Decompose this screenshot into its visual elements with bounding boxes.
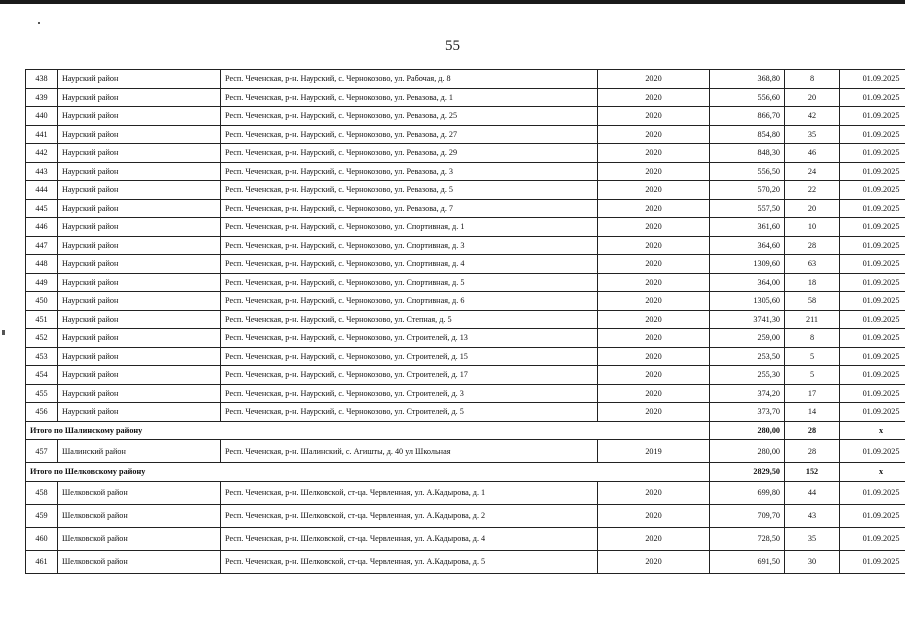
district-cell: Наурский район [58, 70, 221, 89]
people-cell: 35 [785, 527, 840, 550]
table-row [26, 366, 905, 385]
summary-people: 152 [785, 463, 840, 482]
year-cell: 2020 [598, 273, 710, 292]
people-cell: 20 [785, 199, 840, 218]
people-cell: 44 [785, 481, 840, 504]
year-cell: 2020 [598, 403, 710, 422]
date-cell: 01.09.2025 [840, 347, 905, 366]
people-cell: 28 [785, 236, 840, 255]
area-cell: 728,50 [710, 527, 785, 550]
table-row [26, 199, 905, 218]
area-cell: 364,00 [710, 273, 785, 292]
people-cell: 14 [785, 403, 840, 422]
area-cell: 556,60 [710, 88, 785, 107]
address-cell: Респ. Чеченская, р-н. Шелковской, ст-ца. Червленная, ул. А.Кадырова, д. 2 [221, 504, 598, 527]
row-number: 447 [26, 236, 58, 255]
district-cell: Шелковской район [58, 504, 221, 527]
row-number: 450 [26, 292, 58, 311]
address-cell: Респ. Чеченская, р-н. Наурский, с. Чернокозово, ул. Строителей, д. 3 [221, 384, 598, 403]
address-cell: Респ. Чеченская, р-н. Шелковской, ст-ца. Червленная, ул. А.Кадырова, д. 1 [221, 481, 598, 504]
year-cell: 2020 [598, 329, 710, 348]
row-number: 442 [26, 144, 58, 163]
year-cell: 2020 [598, 292, 710, 311]
row-number: 454 [26, 366, 58, 385]
area-cell: 368,80 [710, 70, 785, 89]
district-cell: Шелковской район [58, 527, 221, 550]
address-cell: Респ. Чеченская, р-н. Наурский, с. Чернокозово, ул. Рабочая, д. 8 [221, 70, 598, 89]
district-cell: Наурский район [58, 144, 221, 163]
address-cell: Респ. Чеченская, р-н. Наурский, с. Чернокозово, ул. Спортивная, д. 5 [221, 273, 598, 292]
year-cell: 2020 [598, 181, 710, 200]
table-row [26, 70, 905, 89]
address-cell: Респ. Чеченская, р-н. Наурский, с. Чернокозово, ул. Строителей, д. 13 [221, 329, 598, 348]
scan-speck [2, 330, 5, 335]
table-row [26, 236, 905, 255]
year-cell: 2020 [598, 199, 710, 218]
address-cell: Респ. Чеченская, р-н. Наурский, с. Чернокозово, ул. Строителей, д. 5 [221, 403, 598, 422]
row-number: 455 [26, 384, 58, 403]
district-cell: Наурский район [58, 88, 221, 107]
year-cell: 2020 [598, 366, 710, 385]
area-cell: 699,80 [710, 481, 785, 504]
summary-area: 280,00 [710, 421, 785, 440]
district-cell: Наурский район [58, 329, 221, 348]
date-cell: 01.09.2025 [840, 366, 905, 385]
district-cell: Наурский район [58, 403, 221, 422]
district-cell: Шалинский район [58, 440, 221, 463]
area-cell: 373,70 [710, 403, 785, 422]
table-row [26, 550, 905, 573]
row-number: 438 [26, 70, 58, 89]
date-cell: 01.09.2025 [840, 125, 905, 144]
people-cell: 30 [785, 550, 840, 573]
address-cell: Респ. Чеченская, р-н. Наурский, с. Чернокозово, ул. Ревазова, д. 25 [221, 107, 598, 126]
area-cell: 866,70 [710, 107, 785, 126]
area-cell: 259,00 [710, 329, 785, 348]
table-row [26, 347, 905, 366]
date-cell: 01.09.2025 [840, 440, 905, 463]
year-cell: 2020 [598, 347, 710, 366]
people-cell: 22 [785, 181, 840, 200]
date-cell: 01.09.2025 [840, 236, 905, 255]
date-cell: 01.09.2025 [840, 527, 905, 550]
address-cell: Респ. Чеченская, р-н. Наурский, с. Чернокозово, ул. Ревазова, д. 5 [221, 181, 598, 200]
date-cell: 01.09.2025 [840, 255, 905, 274]
table-row [26, 181, 905, 200]
people-cell: 211 [785, 310, 840, 329]
summary-date: x [840, 421, 905, 440]
address-cell: Респ. Чеченская, р-н. Наурский, с. Чернокозово, ул. Ревазова, д. 29 [221, 144, 598, 163]
table-row [26, 440, 905, 463]
address-cell: Респ. Чеченская, р-н. Шелковской, ст-ца. Червленная, ул. А.Кадырова, д. 4 [221, 527, 598, 550]
table-row [26, 384, 905, 403]
year-cell: 2020 [598, 107, 710, 126]
people-cell: 17 [785, 384, 840, 403]
scan-top-border [0, 0, 905, 4]
date-cell: 01.09.2025 [840, 384, 905, 403]
people-cell: 8 [785, 329, 840, 348]
year-cell: 2020 [598, 255, 710, 274]
date-cell: 01.09.2025 [840, 329, 905, 348]
table-row [26, 273, 905, 292]
area-cell: 374,20 [710, 384, 785, 403]
summary-row [26, 463, 905, 482]
table-row [26, 329, 905, 348]
people-cell: 58 [785, 292, 840, 311]
district-cell: Наурский район [58, 107, 221, 126]
date-cell: 01.09.2025 [840, 88, 905, 107]
row-number: 459 [26, 504, 58, 527]
summary-area: 2829,50 [710, 463, 785, 482]
address-cell: Респ. Чеченская, р-н. Наурский, с. Чернокозово, ул. Спортивная, д. 3 [221, 236, 598, 255]
area-cell: 255,30 [710, 366, 785, 385]
page-number: 55 [445, 38, 460, 54]
address-cell: Респ. Чеченская, р-н. Наурский, с. Чернокозово, ул. Спортивная, д. 1 [221, 218, 598, 237]
scan-speck [38, 22, 40, 24]
year-cell: 2020 [598, 236, 710, 255]
people-cell: 46 [785, 144, 840, 163]
address-cell: Респ. Чеченская, р-н. Наурский, с. Чернокозово, ул. Спортивная, д. 4 [221, 255, 598, 274]
district-cell: Наурский район [58, 181, 221, 200]
summary-people: 28 [785, 421, 840, 440]
area-cell: 364,60 [710, 236, 785, 255]
date-cell: 01.09.2025 [840, 199, 905, 218]
date-cell: 01.09.2025 [840, 403, 905, 422]
row-number: 446 [26, 218, 58, 237]
address-cell: Респ. Чеченская, р-н. Наурский, с. Чернокозово, ул. Ревазова, д. 1 [221, 88, 598, 107]
area-cell: 3741,30 [710, 310, 785, 329]
table-row [26, 255, 905, 274]
table-row [26, 403, 905, 422]
date-cell: 01.09.2025 [840, 273, 905, 292]
housing-registry-table [25, 69, 905, 574]
year-cell: 2020 [598, 384, 710, 403]
row-number: 460 [26, 527, 58, 550]
row-number: 452 [26, 329, 58, 348]
address-cell: Респ. Чеченская, р-н. Наурский, с. Чернокозово, ул. Спортивная, д. 6 [221, 292, 598, 311]
address-cell: Респ. Чеченская, р-н. Шелковской, ст-ца. Червленная, ул. А.Кадырова, д. 5 [221, 550, 598, 573]
people-cell: 10 [785, 218, 840, 237]
district-cell: Наурский район [58, 384, 221, 403]
summary-row [26, 421, 905, 440]
district-cell: Наурский район [58, 125, 221, 144]
address-cell: Респ. Чеченская, р-н. Наурский, с. Чернокозово, ул. Ревазова, д. 27 [221, 125, 598, 144]
address-cell: Респ. Чеченская, р-н. Наурский, с. Чернокозово, ул. Ревазова, д. 3 [221, 162, 598, 181]
district-cell: Шелковской район [58, 481, 221, 504]
row-number: 451 [26, 310, 58, 329]
year-cell: 2020 [598, 70, 710, 89]
area-cell: 848,30 [710, 144, 785, 163]
district-cell: Наурский район [58, 236, 221, 255]
district-cell: Наурский район [58, 347, 221, 366]
date-cell: 01.09.2025 [840, 550, 905, 573]
year-cell: 2020 [598, 504, 710, 527]
year-cell: 2020 [598, 218, 710, 237]
address-cell: Респ. Чеченская, р-н. Наурский, с. Чернокозово, ул. Степная, д. 5 [221, 310, 598, 329]
area-cell: 1309,60 [710, 255, 785, 274]
area-cell: 253,50 [710, 347, 785, 366]
people-cell: 24 [785, 162, 840, 181]
people-cell: 5 [785, 366, 840, 385]
people-cell: 43 [785, 504, 840, 527]
date-cell: 01.09.2025 [840, 162, 905, 181]
area-cell: 361,60 [710, 218, 785, 237]
area-cell: 556,50 [710, 162, 785, 181]
table-row [26, 88, 905, 107]
year-cell: 2020 [598, 162, 710, 181]
table-row [26, 144, 905, 163]
row-number: 444 [26, 181, 58, 200]
people-cell: 35 [785, 125, 840, 144]
date-cell: 01.09.2025 [840, 292, 905, 311]
date-cell: 01.09.2025 [840, 481, 905, 504]
row-number: 440 [26, 107, 58, 126]
year-cell: 2020 [598, 125, 710, 144]
table-row [26, 310, 905, 329]
row-number: 457 [26, 440, 58, 463]
district-cell: Наурский район [58, 218, 221, 237]
date-cell: 01.09.2025 [840, 70, 905, 89]
year-cell: 2020 [598, 527, 710, 550]
district-cell: Наурский район [58, 162, 221, 181]
area-cell: 570,20 [710, 181, 785, 200]
area-cell: 709,70 [710, 504, 785, 527]
year-cell: 2020 [598, 310, 710, 329]
summary-label: Итого по Шалинскому району [26, 421, 710, 440]
row-number: 461 [26, 550, 58, 573]
address-cell: Респ. Чеченская, р-н. Шалинский, с. Агишты, д. 40 ул Школьная [221, 440, 598, 463]
people-cell: 8 [785, 70, 840, 89]
area-cell: 1305,60 [710, 292, 785, 311]
address-cell: Респ. Чеченская, р-н. Наурский, с. Чернокозово, ул. Ревазова, д. 7 [221, 199, 598, 218]
row-number: 449 [26, 273, 58, 292]
table-row [26, 527, 905, 550]
summary-date: x [840, 463, 905, 482]
date-cell: 01.09.2025 [840, 107, 905, 126]
row-number: 456 [26, 403, 58, 422]
district-cell: Наурский район [58, 292, 221, 311]
district-cell: Наурский район [58, 273, 221, 292]
area-cell: 854,80 [710, 125, 785, 144]
row-number: 458 [26, 481, 58, 504]
date-cell: 01.09.2025 [840, 144, 905, 163]
date-cell: 01.09.2025 [840, 181, 905, 200]
year-cell: 2020 [598, 88, 710, 107]
table-row [26, 107, 905, 126]
table-row [26, 481, 905, 504]
table-row [26, 504, 905, 527]
year-cell: 2020 [598, 481, 710, 504]
district-cell: Шелковской район [58, 550, 221, 573]
row-number: 445 [26, 199, 58, 218]
summary-label: Итого по Шелковскому району [26, 463, 710, 482]
table-row [26, 125, 905, 144]
row-number: 453 [26, 347, 58, 366]
date-cell: 01.09.2025 [840, 310, 905, 329]
year-cell: 2020 [598, 144, 710, 163]
row-number: 439 [26, 88, 58, 107]
year-cell: 2019 [598, 440, 710, 463]
people-cell: 20 [785, 88, 840, 107]
date-cell: 01.09.2025 [840, 218, 905, 237]
address-cell: Респ. Чеченская, р-н. Наурский, с. Чернокозово, ул. Строителей, д. 15 [221, 347, 598, 366]
table-row [26, 218, 905, 237]
district-cell: Наурский район [58, 366, 221, 385]
row-number: 441 [26, 125, 58, 144]
table-body [26, 70, 905, 574]
people-cell: 18 [785, 273, 840, 292]
date-cell: 01.09.2025 [840, 504, 905, 527]
district-cell: Наурский район [58, 310, 221, 329]
district-cell: Наурский район [58, 255, 221, 274]
people-cell: 5 [785, 347, 840, 366]
area-cell: 691,50 [710, 550, 785, 573]
area-cell: 280,00 [710, 440, 785, 463]
table-row [26, 292, 905, 311]
year-cell: 2020 [598, 550, 710, 573]
table-row [26, 162, 905, 181]
people-cell: 63 [785, 255, 840, 274]
area-cell: 557,50 [710, 199, 785, 218]
people-cell: 42 [785, 107, 840, 126]
district-cell: Наурский район [58, 199, 221, 218]
row-number: 443 [26, 162, 58, 181]
people-cell: 28 [785, 440, 840, 463]
address-cell: Респ. Чеченская, р-н. Наурский, с. Чернокозово, ул. Строителей, д. 17 [221, 366, 598, 385]
row-number: 448 [26, 255, 58, 274]
